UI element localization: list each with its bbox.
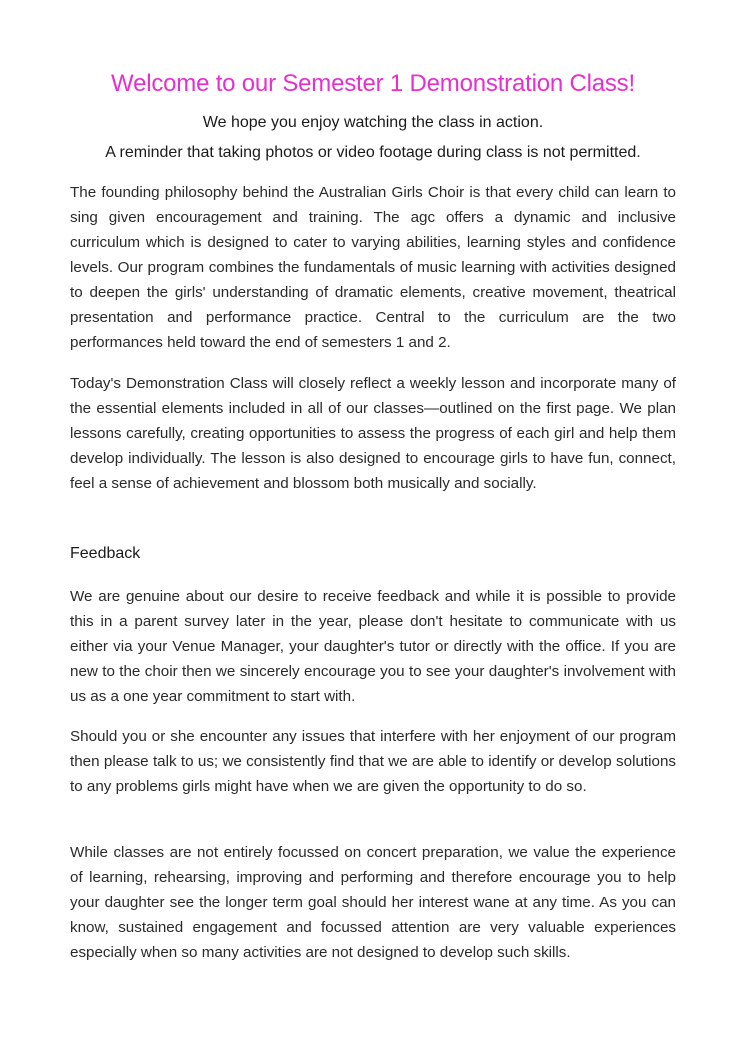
photo-reminder-notice: A reminder that taking photos or video footage during class is not permitted. [105,144,641,161]
philosophy-paragraph: The founding philosophy behind the Australian Girls Choir is that every child can learn to sing given encouragement and training. The agc offers a dynamic and inclusive curriculum which is designed to cater to varying abilities, learning styles and confidence levels. Our program combines the fundamentals of music learning with activities designed to deepen the girls' understanding of dramatic elements, creative movement, theatrical presentation and performance practice. Central to the curriculum are the two performances held toward the end of semesters 1 and 2. [70,184,676,351]
welcome-subtitle: We hope you enjoy watching the class in action. [202,114,544,131]
page-title: Welcome to our Semester 1 Demonstration Class! [111,70,635,97]
feedback-heading: Feedback [70,545,141,562]
feedback-paragraph-2: Should you or she encounter any issues that interfere with her enjoyment of our program then please talk to us; we consistently find that we are able to identify or develop solutions to any problems girls might have when we are given the opportunity to do so. [70,728,676,795]
feedback-paragraph-3: While classes are not entirely focussed on concert preparation, we value the experience of learning, rehearsing, improving and performing and therefore encourage you to help your daughter see the longer term goal should her interest wane at any time. As you can know, sustained engagement and focussed attention are very valuable experiences especially when so many activities are not designed to develop such skills. [70,844,676,961]
feedback-paragraph-1: We are genuine about our desire to receive feedback and while it is possible to provide this in a parent survey later in the year, please don't hesitate to communicate with us either via your Venue Manager, your daughter's tutor or directly with the office. If you are new to the choir then we sincerely encourage you to see your daughter's involvement with us as a one year commitment to start with. [70,588,676,705]
demonstration-class-paragraph: Today's Demonstration Class will closely reflect a weekly lesson and incorporate many of the essential elements included in all of our classes—outlined on the first page. We plan lessons carefully, creating opportunities to assess the progress of each girl and help them develop individually. The lesson is also designed to encourage girls to have fun, connect, feel a sense of achievement and blossom both musically and socially. [70,375,676,492]
